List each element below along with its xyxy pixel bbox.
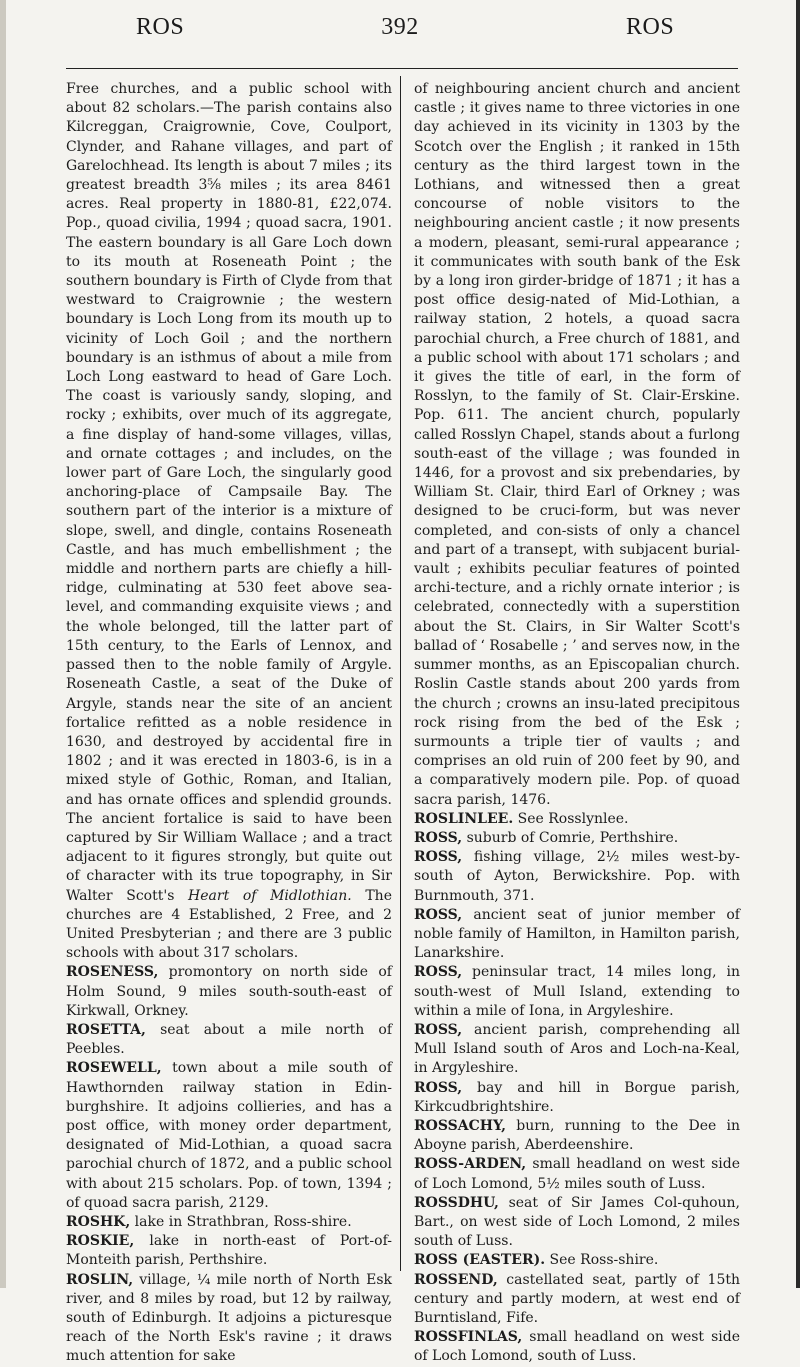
entry-text: castellated seat, partly of 15th century and partly modern, at west end of Burntisland, Fife.	[414, 1271, 740, 1326]
page-right-edge	[796, 0, 800, 1288]
column-divider	[400, 76, 401, 1271]
gazetteer-entry	[414, 829, 740, 848]
entry-text: suburb of Comrie, Perthshire.	[462, 829, 679, 846]
entry-text: peninsular tract, 14 miles long, in south-west of Mull Island, extending to within a mile of Iona, in Argyleshire.	[414, 964, 740, 1019]
entry-text: lake in Strathbran, Ross-shire.	[130, 1213, 352, 1230]
entry-text: small headland on west side of Loch Lomond, 5½ miles south of Luss.	[414, 1156, 740, 1192]
gazetteer-entry	[66, 1213, 392, 1232]
gazetteer-entry	[414, 1021, 740, 1079]
entry-text: of neighbouring ancient church and ancient castle ; it gives name to three victories in one day achieved in its vicinity in 1303 by the Scotch over the English ; it ranked in 15th century as the third largest town in the Lothians, and witnessed then a great concourse of noble visitors to the neighbouring ancient castle ; it now presents a modern, pleasant, semi-rural appearance ; it communicates with south bank of the Esk by a long iron girder-bridge of 1871 ; it has a post office desig-nated of Mid-Lothian, a railway station, 2 hotels, a quoad sacra parochial church, a Free church of 1881, and a public school with about 171 scholars ; and it gives the title of earl, in the form of Rosslyn, to the family of St. Clair-Erskine. Pop. 611. The ancient church, popularly called Rosslyn Chapel, stands about a furlong south-east of the village ; was founded in 1446, for a provost and six prebendaries, by William St. Clair, third Earl of Orkney ; was designed to be cruci-form, but was never completed, and con-sists of only a chancel and part of a transept, with subjacent burial-vault ; exhibits peculiar features of pointed archi-tecture, and a richly ornate interior ; is celebrated, connectedly with a superstition about the St. Clairs, in Sir Walter Scott's ballad of ‘ Rosabelle ; ’ and serves now, in the summer months, as an Episcopalian church. Roslin Castle stands about 200 yards from the church ; crowns an insu-lated precipitous rock rising from the bed of the Esk ; surmounts a triple tier of vaults ; and comprises an old ruin of 200 feet by 90, and a comparatively modern pile. Pop. of quoad sacra parish, 1476.	[414, 81, 740, 808]
entry-headword: ROSS,	[414, 829, 463, 846]
entry-headword: ROSETTA,	[66, 1021, 146, 1038]
entry-headword: ROSHK,	[66, 1213, 131, 1230]
entry-text: ancient parish, comprehending all Mull Island south of Aros and Loch-na-Keal, in Argyleshire.	[414, 1021, 740, 1077]
left-column	[66, 80, 392, 1367]
entry-text: town about a mile south of Hawthornden railway station in Edin-burghshire. It adjoins collieries, and has a post office, with money order department, designated of Mid-Lothian, a quoad sacra parochial church of 1872, and a public school with about 215 scholars. Pop. of town, 1394 ; of quoad sacra parish, 2129.	[66, 1060, 392, 1211]
entry-headword: ROSEWELL,	[66, 1060, 162, 1077]
gazetteer-entry	[414, 1251, 740, 1270]
gazetteer-entry	[66, 1021, 392, 1059]
entry-text: promontory on north side of Holm Sound, 9 miles south-south-east of Kirkwall, Orkney.	[66, 964, 392, 1019]
header-rule	[66, 68, 738, 69]
gazetteer-entry	[414, 1194, 740, 1252]
entry-text: lake in north-east of Port-of-Monteith parish, Perthshire.	[66, 1233, 392, 1269]
entry-text: See Ross-shire.	[545, 1252, 659, 1269]
gazetteer-entry	[414, 963, 740, 1021]
gazetteer-entry	[66, 963, 392, 1021]
entry-text: small headland on west side of Loch Lomond, south of Luss.	[414, 1329, 740, 1365]
entry-headword: ROSS,	[414, 964, 463, 981]
entry-headword: ROSS,	[414, 1021, 463, 1038]
entry-text: bay and hill in Borgue parish, Kirkcudbrightshire.	[414, 1079, 740, 1115]
gazetteer-entry	[414, 80, 740, 810]
entry-text: fishing village, 2½ miles west-by-south of Ayton, Berwickshire. Pop. with Burnmouth, 371.	[414, 849, 740, 904]
entry-text: ancient seat of junior member of noble family of Hamilton, in Hamilton parish, Lanarkshire.	[414, 906, 740, 962]
entry-text: Free churches, and a public school with about 82 scholars.—The parish contains also Kilcreggan, Craigrownie, Cove, Coulport, Clynder, and Rahane villages, and part of Garelochhead. Its length is about 7 miles ; its greatest breadth 3⅝ miles ; its area 8461 acres. Real property in 1880-81, £22,074. Pop., quoad civilia, 1994 ; quoad sacra, 1901. The eastern boundary is all Gare Loch down to its mouth at Roseneath Point ; the southern boundary is Firth of Clyde from that westward to Craigrownie ; the western boundary is Loch Long from its mouth up to vicinity of Loch Goil ; and the northern boundary is an isthmus of about a mile from Loch Long eastward to head of Gare Loch. The coast is variously sandy, sloping, and rocky ; exhibits, over much of its aggregate, a fine display of hand-some villages, villas, and ornate cottages ; and includes, on the lower part of Gare Loch, the singularly good anchoring-place of Campsaile Bay. The southern part of the interior is a mixture of slope, swell, and dingle, contains Roseneath Castle, and has much embellishment ; the middle and northern parts are chiefly a hill-ridge, culminating at 530 feet above sea-level, and commanding exquisite views ; and the whole belonged, till the latter part of 15th century, to the Earls of Lennox, and passed then to the noble family of Argyle. Roseneath Castle, a seat of the Duke of Argyle, stands near the site of an ancient fortalice refitted as a noble residence in 1630, and destroyed by accidental fire in 1802 ; and it was erected in 1803-6, is in a mixed style of Gothic, Roman, and Italian, and has ornate offices and splendid grounds. The ancient fortalice is said to have been captured by Sir William Wallace ; and a tract adjacent to it figures strongly, but quite out of character with its true topography, in Sir Walter Scott's	[66, 81, 392, 904]
entry-headword: ROSS,	[414, 906, 463, 923]
gazetteer-entry	[414, 1271, 740, 1329]
entry-headword: ROSKIE,	[66, 1233, 135, 1250]
entry-headword: ROSS-ARDEN,	[414, 1156, 527, 1173]
entry-headword: ROSSACHY,	[414, 1117, 507, 1134]
page-number: 392	[381, 14, 419, 40]
entry-headword: ROSS (EASTER).	[414, 1252, 546, 1269]
running-header	[0, 14, 800, 54]
gazetteer-entry	[414, 1328, 740, 1366]
gazetteer-entry	[66, 80, 392, 963]
entry-text: See Rosslynlee.	[513, 810, 629, 827]
gazetteer-entry	[414, 810, 740, 829]
gazetteer-entry	[414, 1079, 740, 1117]
page-left-edge	[0, 0, 6, 1288]
entry-headword: ROSSFINLAS,	[414, 1329, 523, 1346]
gazetteer-entry	[414, 1155, 740, 1193]
entry-headword: ROSENESS,	[66, 964, 159, 981]
header-left-guide-word: ROS	[136, 14, 185, 40]
gazetteer-entry	[66, 1232, 392, 1270]
entry-text: burn, running to the Dee in Aboyne parish, Aberdeenshire.	[414, 1117, 740, 1154]
header-right-guide-word: ROS	[626, 14, 675, 40]
entry-headword: ROSLIN,	[66, 1271, 134, 1288]
entry-text-tail: The churches are 4 Established, 2 Free, and 2 United Presbyterian ; and there are 3 public schools with about 317 scholars.	[66, 887, 392, 962]
gazetteer-entry	[414, 1117, 740, 1155]
entry-headword: ROSS,	[414, 1079, 463, 1096]
entry-headword: ROSSDHU,	[414, 1194, 499, 1211]
right-column	[414, 80, 740, 1367]
entry-italic-title: Heart of Midlothian.	[188, 887, 352, 904]
entry-text: seat of Sir James Col-quhoun, Bart., on west side of Loch Lomond, 2 miles south of Luss.	[414, 1194, 740, 1250]
entry-text: seat about a mile north of Peebles.	[66, 1021, 392, 1058]
entry-headword: ROSS,	[414, 849, 463, 866]
entry-headword: ROSLINLEE.	[414, 810, 514, 827]
gazetteer-entry	[414, 848, 740, 906]
gazetteer-entry	[66, 1059, 392, 1213]
entry-text: village, ¼ mile north of North Esk river, and 8 miles by road, but 12 by railway, south of Edinburgh. It adjoins a picturesque reach of the North Esk's ravine ; it draws much attention for sake	[66, 1271, 392, 1365]
gazetteer-entry	[66, 1271, 392, 1367]
entry-headword: ROSSEND,	[414, 1271, 498, 1288]
gazetteer-entry	[414, 906, 740, 964]
